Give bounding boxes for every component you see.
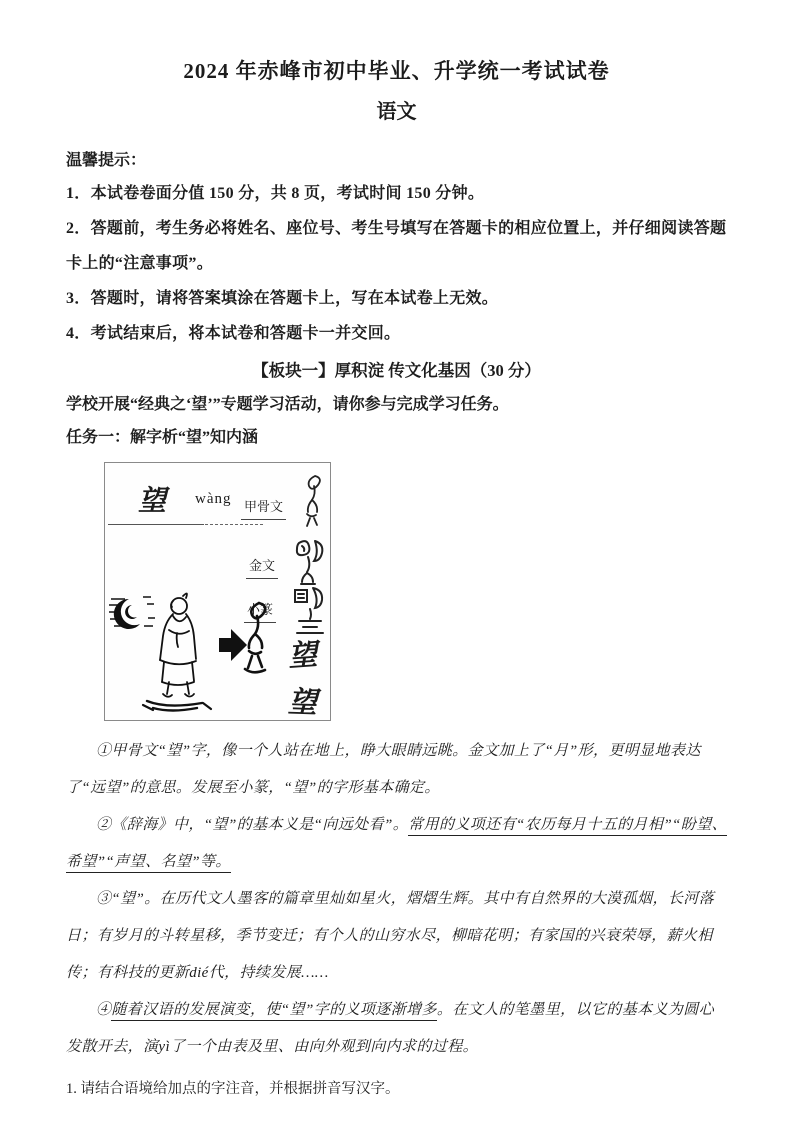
figure-hanzi: 望 xyxy=(138,486,167,517)
task-heading: 任务一：解字析“望”知内涵 xyxy=(66,429,259,446)
moon-icon xyxy=(109,597,155,629)
moon-gazing-sketch xyxy=(107,585,275,718)
label-oracle-script: 甲骨文 xyxy=(241,496,286,520)
paragraph-3: ③“望”。在历代文人墨客的篇章里灿如星火，熠熠生辉。其中有自然界的大漠孤烟，长河落日；有岁月的斗转星移，季节变迁；有个人的山穷水尽，柳暗花明；有家国的兴衰荣辱，薪火相传；有科技的更新dié代，持续发展…… xyxy=(66,891,715,981)
paragraph-4-text: 。在文人的笔墨里，以它的基本义为圆心发散开去，演yì了一个由表及里、由向外观到向内求的过程。 xyxy=(66,1002,715,1055)
paragraph-4-marker: ④ xyxy=(96,1002,112,1018)
reading-passage xyxy=(66,733,727,1066)
character-evolution-figure xyxy=(104,462,331,721)
paragraph-2-text: ②《辞海》中，“望”的基本义是“向远处看”。 xyxy=(96,817,409,833)
paragraph-2-underlined-segment: 常用的义项还有“农历每月十五的月相”“盼望、希望”“声望、名望”等。 xyxy=(66,817,727,873)
paragraph-4-underlined-segment: 随着汉语的发展演变，使“望”字的义项逐渐增多 xyxy=(111,1002,437,1021)
subject-title: 语文 xyxy=(376,101,417,123)
divider-dashed-line xyxy=(205,524,263,525)
page-title: 2024 年赤峰市初中毕业、升学统一考试试卷 xyxy=(183,59,610,83)
notice-heading: 温馨提示： xyxy=(66,152,147,169)
person-figure xyxy=(143,593,211,710)
intro-text: 学校开展“经典之‘望’”专题学习活动，请你参与完成学习任务。 xyxy=(66,396,509,413)
notice-item-4: 4．考试结束后，将本试卷和答题卡一并交回。 xyxy=(66,325,401,342)
question-1: 1. 请结合语境给加点的字注音，并根据拼音写汉字。 xyxy=(66,1081,400,1097)
oracle-pictograph-icon xyxy=(245,603,265,672)
arrow-icon xyxy=(219,629,247,661)
section-heading: 【板块一】厚积淀 传文化基因（30 分） xyxy=(252,361,541,380)
notice-item-2: 2．答题前，考生务必将姓名、座位号、考生号填写在答题卡的相应位置上，并仔细阅读答题卡上的“注意事项”。 xyxy=(66,220,727,272)
notice-item-3: 3．答题时，请将答案填涂在答题卡上，写在本试卷上无效。 xyxy=(66,290,499,307)
oracle-glyph-icon xyxy=(301,473,327,529)
paragraph-4 xyxy=(66,992,727,1066)
notice-section xyxy=(66,146,727,351)
figure-pinyin: wàng xyxy=(195,491,232,507)
bronze-glyph-icon xyxy=(293,537,329,589)
divider-line xyxy=(108,524,204,525)
label-seal-script: 小篆 xyxy=(244,599,276,623)
seal-glyph-icon xyxy=(291,585,329,635)
paragraph-1: ①甲骨文“望”字，像一个人站在地上，睁大眼睛远眺。金文加上了“月”形，更明显地表达了“远望”的意思。发展至小篆，“望”的字形基本确定。 xyxy=(66,743,701,796)
evolution-char-clerical: 望 xyxy=(287,639,319,673)
label-bronze-script: 金文 xyxy=(246,555,278,579)
paragraph-2 xyxy=(66,807,727,881)
notice-item-1: 1．本试卷卷面分值 150 分，共 8 页，考试时间 150 分钟。 xyxy=(66,185,485,202)
evolution-char-regular: 望 xyxy=(287,686,318,720)
